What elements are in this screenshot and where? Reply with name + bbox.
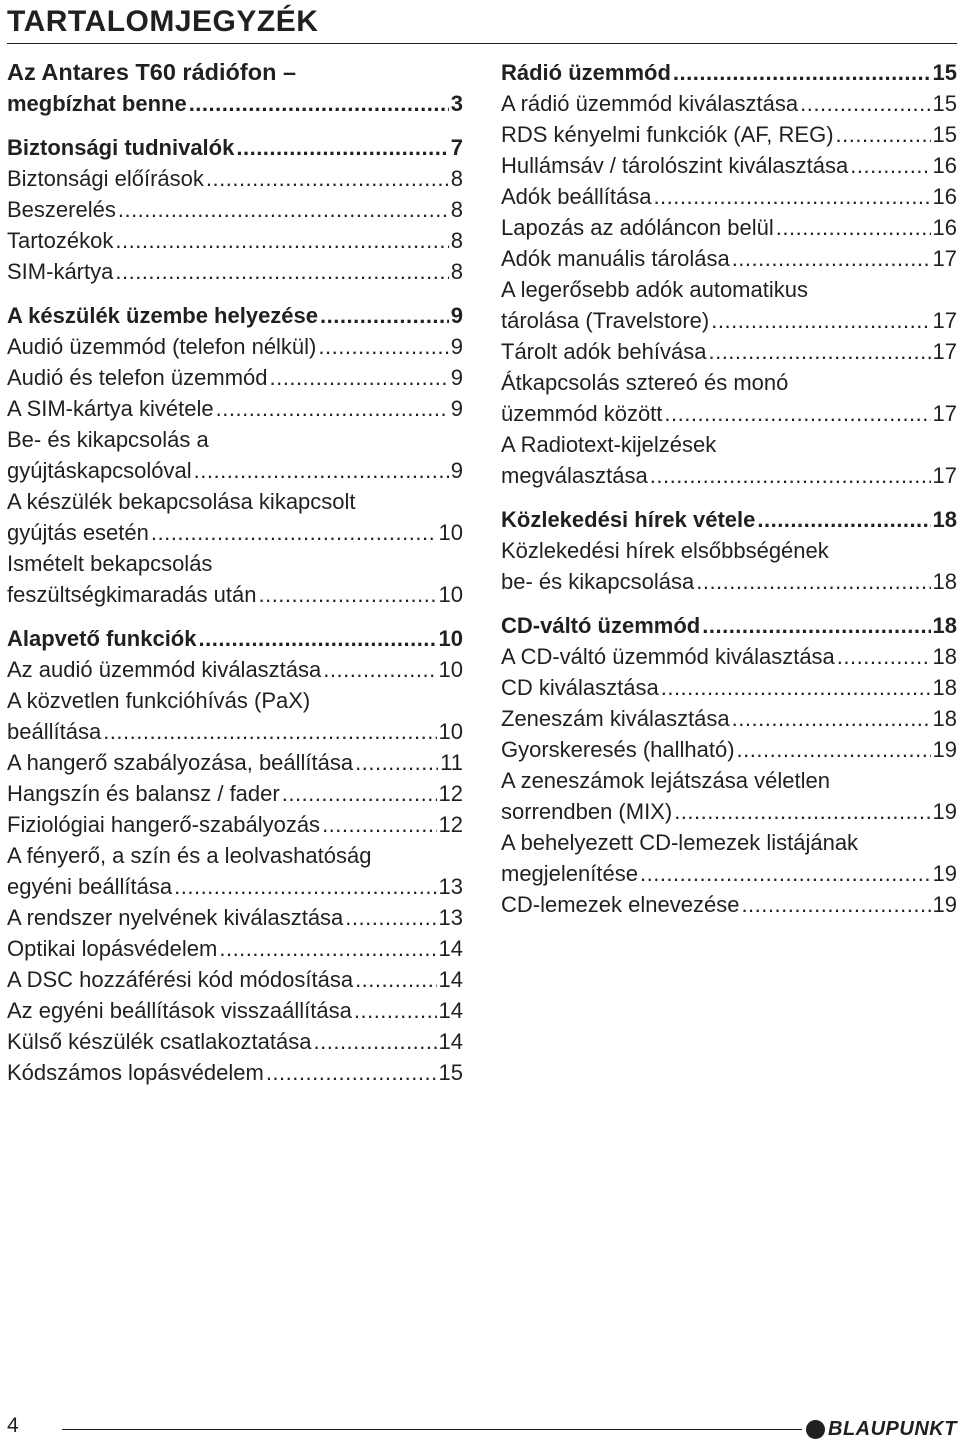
- toc-entry-title: Lapozás az adóláncon belül: [501, 215, 774, 240]
- toc-entry-title: CD-váltó üzemmód: [501, 613, 701, 638]
- toc-page-number: 19: [932, 892, 957, 917]
- dot-leader: [270, 362, 449, 393]
- toc-entry-title: A CD-váltó üzemmód kiválasztása: [501, 644, 835, 669]
- dot-leader: [282, 778, 437, 809]
- dot-leader: [653, 181, 930, 212]
- toc-entry-row: [501, 336, 957, 367]
- toc-page-number: 16: [932, 215, 957, 240]
- toc-entry-title: Külső készülék csatlakoztatása: [7, 1029, 312, 1054]
- dot-leader: [151, 517, 437, 548]
- toc-entry-title: megjelenítése: [501, 861, 638, 886]
- toc-entry: [7, 362, 463, 393]
- toc-entry: [7, 685, 463, 747]
- toc-page-number: 18: [932, 644, 957, 669]
- toc-entry-row: [501, 150, 957, 181]
- toc-entry-row: [7, 393, 463, 424]
- toc-page-number: 9: [450, 365, 463, 390]
- toc-entry-title: Gyorskeresés (hallható): [501, 737, 735, 762]
- toc-entry: [501, 765, 957, 827]
- dot-leader: [757, 504, 930, 535]
- toc-entry-title-line: A fényerő, a szín és a leolvashatóság: [7, 843, 372, 868]
- toc-page-number: 10: [438, 657, 463, 682]
- toc-entry-row: [7, 964, 463, 995]
- dot-leader: [837, 641, 931, 672]
- dot-leader: [673, 57, 931, 88]
- dot-leader: [741, 889, 930, 920]
- toc-entry-title: A rendszer nyelvének kiválasztása: [7, 905, 344, 930]
- toc-entry: [501, 181, 957, 212]
- toc-entry: [7, 1026, 463, 1057]
- dot-leader: [702, 610, 930, 641]
- dot-leader: [219, 933, 436, 964]
- toc-entry-row: [501, 796, 957, 827]
- toc-entry: [7, 902, 463, 933]
- toc-entry-row: [501, 88, 957, 119]
- toc-entry-title-line: A behelyezett CD-lemezek listájának: [501, 830, 859, 855]
- toc-entry: [7, 548, 463, 610]
- toc-page-number: 19: [932, 737, 957, 762]
- toc-entry-title-line: Közlekedési hírek elsőbbségének: [501, 538, 829, 563]
- toc-entry-title: gyújtáskapcsolóval: [7, 458, 192, 483]
- toc-section: [7, 623, 463, 654]
- toc-page-number: 14: [438, 998, 463, 1023]
- dot-leader: [322, 809, 436, 840]
- toc-entry-title-line: Ismételt bekapcsolás: [7, 551, 213, 576]
- dot-leader: [320, 300, 449, 331]
- toc-entry-title: Tárolt adók behívása: [501, 339, 707, 364]
- dot-leader: [737, 734, 931, 765]
- toc-entry-title: Audió üzemmód (telefon nélkül): [7, 334, 317, 359]
- toc-page-number: 16: [932, 153, 957, 178]
- toc-entry-title-line: A közvetlen funkcióhívás (PaX): [7, 688, 311, 713]
- toc-page-number: 7: [450, 135, 463, 160]
- toc-section: [501, 57, 957, 88]
- toc-entry-row: [7, 902, 463, 933]
- toc-entry-title: A rádió üzemmód kiválasztása: [501, 91, 799, 116]
- toc-entry-title: Közlekedési hírek vétele: [501, 507, 756, 532]
- dot-leader: [174, 871, 436, 902]
- toc-entry-title: feszültségkimaradás után: [7, 582, 257, 607]
- toc-entry-title: RDS kényelmi funkciók (AF, REG): [501, 122, 834, 147]
- toc-entry-row: [501, 504, 957, 535]
- toc-entry-row: [7, 747, 463, 778]
- toc-page-number: 9: [450, 396, 463, 421]
- toc-entry-title-line: Az Antares T60 rádiófon –: [7, 59, 297, 85]
- toc-page-number: 18: [932, 675, 957, 700]
- toc-entry-title: Az audió üzemmód kiválasztása: [7, 657, 322, 682]
- toc-entry-title: Kódszámos lopásvédelem: [7, 1060, 264, 1085]
- toc-entry: [501, 150, 957, 181]
- dot-leader: [206, 163, 449, 194]
- toc-entry-title: beállítása: [7, 719, 102, 744]
- toc-entry: [7, 995, 463, 1026]
- dot-leader: [732, 703, 931, 734]
- dot-leader: [640, 858, 931, 889]
- toc-entry: [7, 163, 463, 194]
- toc-page-number: 13: [438, 905, 463, 930]
- dot-leader: [314, 1026, 437, 1057]
- toc-page-number: 10: [438, 520, 463, 545]
- dot-leader: [266, 1057, 437, 1088]
- toc-entry: [501, 827, 957, 889]
- toc-entry-row: [7, 623, 463, 654]
- toc-page-number: 18: [932, 706, 957, 731]
- toc-entry-row: [7, 579, 463, 610]
- toc-page-number: 11: [440, 750, 463, 775]
- toc-page-number: 18: [932, 507, 957, 532]
- toc-entry-title: A hangerő szabályozása, beállítása: [7, 750, 354, 775]
- toc-entry: [501, 703, 957, 734]
- toc-entry: [501, 535, 957, 597]
- toc-entry-row: [7, 654, 463, 685]
- toc-entry: [501, 274, 957, 336]
- toc-entry: [7, 194, 463, 225]
- toc-entry: [501, 243, 957, 274]
- title-divider: [7, 43, 957, 44]
- toc-entry: [501, 641, 957, 672]
- toc-entry-title: Optikai lopásvédelem: [7, 936, 218, 961]
- toc-entry-row: [501, 566, 957, 597]
- toc-page-number: 18: [932, 569, 957, 594]
- toc-entry-row: [501, 57, 957, 88]
- toc-entry-title-line: A készülék bekapcsolása kikapcsolt: [7, 489, 356, 514]
- toc-page-number: 9: [450, 334, 463, 359]
- page-title: TARTALOMJEGYZÉK: [7, 5, 319, 38]
- toc-page-number: 19: [932, 799, 957, 824]
- toc-entry-title-line: A zeneszámok lejátszása véletlen: [501, 768, 830, 793]
- toc-entry: [7, 840, 463, 902]
- toc-entry-row: [7, 995, 463, 1026]
- toc-entry-title-line: A Radiotext-kijelzések: [501, 432, 717, 457]
- toc-entry-title: A készülék üzembe helyezése: [7, 303, 319, 328]
- toc-page-number: 8: [450, 228, 463, 253]
- toc-entry-title-line: A legerősebb adók automatikus: [501, 277, 808, 302]
- toc-entry-row: [501, 212, 957, 243]
- toc-page-number: 14: [438, 936, 463, 961]
- dot-leader: [696, 566, 930, 597]
- toc-entry-row: [7, 163, 463, 194]
- toc-page-number: 15: [932, 91, 957, 116]
- dot-leader: [836, 119, 931, 150]
- dot-leader: [118, 194, 449, 225]
- toc-entry-row: [7, 778, 463, 809]
- toc-entry-title: Hangszín és balansz / fader: [7, 781, 280, 806]
- dot-leader: [198, 623, 436, 654]
- toc-entry-row: [501, 181, 957, 212]
- toc-entry: [7, 778, 463, 809]
- brand-logo: [806, 1417, 957, 1441]
- toc-entry-title: Zeneszám kiválasztása: [501, 706, 730, 731]
- toc-entry-title: Biztonsági tudnivalók: [7, 135, 235, 160]
- toc-entry-row: [7, 1057, 463, 1088]
- toc-entry-row: [7, 225, 463, 256]
- toc-page-number: 9: [450, 303, 463, 328]
- toc-page-number: 17: [932, 401, 957, 426]
- toc-entry-title: Alapvető funkciók: [7, 626, 197, 651]
- dot-leader: [103, 716, 436, 747]
- toc-entry-title: CD kiválasztása: [501, 675, 659, 700]
- dot-leader: [664, 398, 930, 429]
- toc-page-number: 10: [438, 626, 463, 651]
- toc-entry-row: [7, 716, 463, 747]
- toc-entry: [501, 889, 957, 920]
- toc-entry-title: A DSC hozzáférési kód módosítása: [7, 967, 354, 992]
- dot-leader: [800, 88, 930, 119]
- toc-entry-row: [7, 300, 463, 331]
- toc-entry: [7, 225, 463, 256]
- dot-leader: [650, 460, 931, 491]
- toc-entry: [501, 119, 957, 150]
- toc-entry-row: [7, 331, 463, 362]
- toc-entry-title: Adók manuális tárolása: [501, 246, 730, 271]
- toc-entry: [7, 256, 463, 287]
- dot-leader: [355, 747, 438, 778]
- toc-entry: [501, 429, 957, 491]
- dot-leader: [711, 305, 930, 336]
- toc-right-column: [501, 57, 957, 920]
- toc-entry-title: be- és kikapcsolása: [501, 569, 695, 594]
- toc-entry-row: [7, 256, 463, 287]
- toc-entry-row: [501, 398, 957, 429]
- dot-leader: [258, 579, 436, 610]
- dot-leader: [216, 393, 449, 424]
- toc-entry-title: Tartozékok: [7, 228, 114, 253]
- toc-page-number: 17: [932, 308, 957, 333]
- toc-entry-row: [501, 672, 957, 703]
- toc-entry: [7, 809, 463, 840]
- toc-page-number: 14: [438, 1029, 463, 1054]
- toc-entry-title: sorrendben (MIX): [501, 799, 673, 824]
- toc-entry-title: Fiziológiai hangerő-szabályozás: [7, 812, 321, 837]
- dot-leader: [318, 331, 448, 362]
- toc-entry-row: [7, 1026, 463, 1057]
- toc-entry-row: [501, 119, 957, 150]
- brand-name: BLAUPUNKT: [828, 1417, 957, 1440]
- toc-entry-title-line: Be- és kikapcsolás a: [7, 427, 209, 452]
- toc-entry-row: [501, 889, 957, 920]
- toc-page-number: 13: [438, 874, 463, 899]
- toc-entry: [501, 672, 957, 703]
- toc-entry: [7, 1057, 463, 1088]
- toc-entry-row: [7, 871, 463, 902]
- footer-divider: [62, 1429, 802, 1430]
- dot-leader: [674, 796, 930, 827]
- toc-entry: [7, 654, 463, 685]
- toc-page-number: 12: [438, 781, 463, 806]
- toc-page-number: 17: [932, 463, 957, 488]
- toc-section: [501, 504, 957, 535]
- toc-entry-row: [501, 641, 957, 672]
- toc-entry-title: megbízhat benne: [7, 91, 187, 116]
- dot-leader: [323, 654, 436, 685]
- toc-page-number: 10: [438, 719, 463, 744]
- dot-leader: [732, 243, 931, 274]
- toc-left-column: [7, 57, 463, 1088]
- dot-leader: [194, 455, 449, 486]
- toc-entry-title: Beszerelés: [7, 197, 116, 222]
- toc-page-number: 18: [932, 613, 957, 638]
- dot-leader: [708, 336, 930, 367]
- toc-entry: [501, 734, 957, 765]
- toc-page-number: 12: [438, 812, 463, 837]
- toc-entry-row: [501, 305, 957, 336]
- dot-leader: [661, 672, 931, 703]
- toc-entry-title: egyéni beállítása: [7, 874, 173, 899]
- toc-page-number: 8: [450, 166, 463, 191]
- toc-page-number: 17: [932, 339, 957, 364]
- toc-page-number: 9: [450, 458, 463, 483]
- toc-entry-row: [7, 194, 463, 225]
- dot-leader: [850, 150, 930, 181]
- toc-entry: [7, 424, 463, 486]
- toc-entry-row: [501, 734, 957, 765]
- toc-entry-title: gyújtás esetén: [7, 520, 149, 545]
- page-number: 4: [7, 1414, 19, 1437]
- toc-entry-row: [501, 858, 957, 889]
- toc-entry-row: [7, 362, 463, 393]
- toc-entry: [7, 393, 463, 424]
- toc-section: [7, 132, 463, 163]
- toc-entry-title: Biztonsági előírások: [7, 166, 204, 191]
- toc-entry-title-line: Átkapcsolás sztereó és monó: [501, 370, 789, 395]
- toc-entry: [501, 212, 957, 243]
- toc-entry-row: [501, 610, 957, 641]
- toc-page-number: 8: [450, 197, 463, 222]
- toc-entry-title: Rádió üzemmód: [501, 60, 671, 85]
- toc-page-number: 15: [932, 60, 957, 85]
- toc-entry-row: [501, 243, 957, 274]
- toc-entry-row: [7, 933, 463, 964]
- toc-entry-title: CD-lemezek elnevezése: [501, 892, 740, 917]
- dot-leader: [354, 995, 437, 1026]
- toc-page-number: 16: [932, 184, 957, 209]
- toc-entry: [7, 486, 463, 548]
- toc-page-number: 15: [438, 1060, 463, 1085]
- toc-page-number: 19: [932, 861, 957, 886]
- toc-page-number: 10: [438, 582, 463, 607]
- brand-dot-icon: [806, 1420, 825, 1439]
- toc-entry: [7, 331, 463, 362]
- toc-entry-row: [501, 703, 957, 734]
- dot-leader: [355, 964, 436, 995]
- dot-leader: [345, 902, 436, 933]
- toc-entry-row: [7, 517, 463, 548]
- toc-entry: [7, 747, 463, 778]
- toc-entry-row: [7, 132, 463, 163]
- toc-page-number: 14: [438, 967, 463, 992]
- dot-leader: [115, 225, 448, 256]
- toc-page-number: 17: [932, 246, 957, 271]
- toc-page-number: 3: [450, 91, 463, 116]
- dot-leader: [236, 132, 448, 163]
- toc-page-number: 8: [450, 259, 463, 284]
- toc-entry: [7, 964, 463, 995]
- dot-leader: [776, 212, 931, 243]
- toc-entry: [501, 336, 957, 367]
- toc-entry-row: [7, 809, 463, 840]
- toc-entry-row: [7, 88, 463, 119]
- toc-page-number: 15: [932, 122, 957, 147]
- toc-entry-title: Hullámsáv / tárolószint kiválasztása: [501, 153, 849, 178]
- dot-leader: [115, 256, 448, 287]
- toc-section: [501, 610, 957, 641]
- toc-section: [7, 300, 463, 331]
- toc-entry-title: Adók beállítása: [501, 184, 652, 209]
- toc-entry-row: [7, 455, 463, 486]
- toc-entry-title: megválasztása: [501, 463, 648, 488]
- toc-entry-title: üzemmód között: [501, 401, 663, 426]
- toc-entry: [7, 933, 463, 964]
- toc-entry-title: Az egyéni beállítások visszaállítása: [7, 998, 352, 1023]
- toc-entry-title: Audió és telefon üzemmód: [7, 365, 268, 390]
- toc-section: [7, 57, 463, 119]
- toc-entry-title: SIM-kártya: [7, 259, 114, 284]
- toc-entry: [501, 367, 957, 429]
- toc-entry: [501, 88, 957, 119]
- toc-entry-title: tárolása (Travelstore): [501, 308, 710, 333]
- dot-leader: [189, 88, 449, 119]
- toc-entry-title: A SIM-kártya kivétele: [7, 396, 214, 421]
- toc-entry-row: [501, 460, 957, 491]
